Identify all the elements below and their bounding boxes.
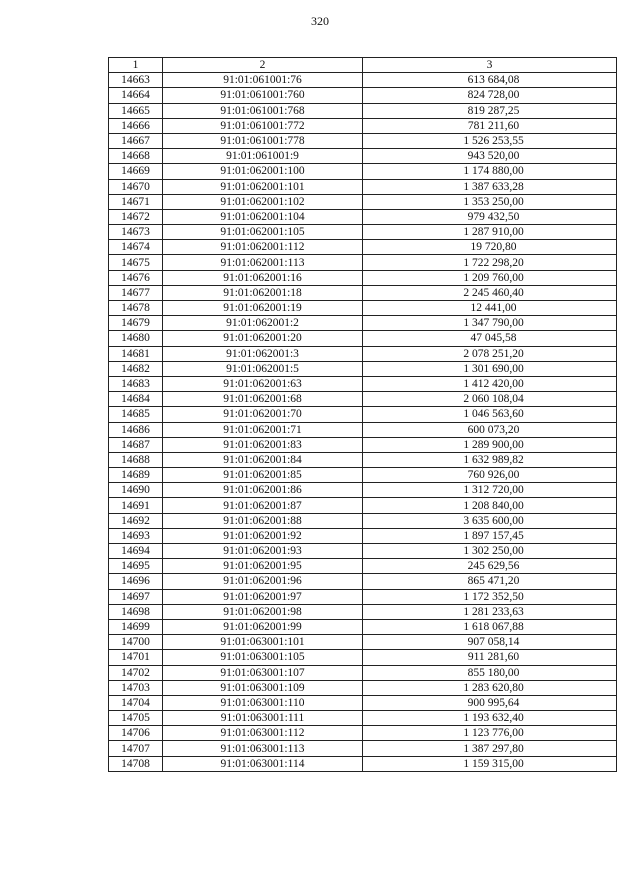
table-row	[109, 376, 617, 391]
cadastral-number-cell: 91:01:063001:112	[163, 726, 363, 741]
value-cell	[363, 726, 617, 741]
row-number-cell: 14681	[109, 346, 163, 361]
cadastral-number-cell: 91:01:062001:113	[163, 255, 363, 270]
value-cell	[363, 225, 617, 240]
value-text: 1 347 790,00	[463, 317, 524, 330]
table-row	[109, 133, 617, 148]
value-cell	[363, 316, 617, 331]
cadastral-number-cell: 91:01:061001:9	[163, 149, 363, 164]
value-cell	[363, 285, 617, 300]
value-text: 855 180,00	[467, 666, 520, 679]
table-row	[109, 483, 617, 498]
value-cell	[363, 133, 617, 148]
table-row	[109, 452, 617, 467]
value-text: 12 441,00	[470, 302, 517, 315]
cadastral-number-cell: 91:01:061001:768	[163, 103, 363, 118]
row-number-cell: 14690	[109, 483, 163, 498]
row-number-cell: 14705	[109, 711, 163, 726]
cadastral-number-cell: 91:01:062001:100	[163, 164, 363, 179]
cadastral-number-cell: 91:01:062001:63	[163, 376, 363, 391]
table-row	[109, 468, 617, 483]
value-cell	[363, 680, 617, 695]
table-row	[109, 665, 617, 680]
value-cell	[363, 695, 617, 710]
row-number-cell: 14682	[109, 361, 163, 376]
value-text: 943 520,00	[467, 150, 520, 163]
value-text: 2 245 460,40	[463, 286, 524, 299]
cadastral-number-cell: 91:01:063001:111	[163, 711, 363, 726]
cadastral-number-cell: 91:01:062001:2	[163, 316, 363, 331]
value-cell	[363, 164, 617, 179]
table-row	[109, 270, 617, 285]
table-row	[109, 103, 617, 118]
table-body	[109, 73, 617, 772]
value-text: 1 174 880,00	[463, 165, 524, 178]
cadastral-number-cell: 91:01:062001:19	[163, 301, 363, 316]
value-text: 1 387 297,80	[463, 742, 524, 755]
value-text: 613 684,08	[467, 74, 520, 87]
cadastral-number-cell: 91:01:063001:109	[163, 680, 363, 695]
value-cell	[363, 270, 617, 285]
row-number-cell: 14707	[109, 741, 163, 756]
value-text: 1 632 989,82	[463, 453, 524, 466]
row-number-cell: 14687	[109, 437, 163, 452]
cadastral-number-cell: 91:01:062001:87	[163, 498, 363, 513]
cadastral-number-cell: 91:01:063001:105	[163, 650, 363, 665]
row-number-cell: 14697	[109, 589, 163, 604]
value-cell	[363, 331, 617, 346]
table-row	[109, 225, 617, 240]
value-text: 1 209 760,00	[463, 271, 524, 284]
value-cell	[363, 240, 617, 255]
row-number-cell: 14663	[109, 73, 163, 88]
value-text: 1 353 250,00	[463, 195, 524, 208]
row-number-cell: 14677	[109, 285, 163, 300]
cadastral-number-cell: 91:01:062001:96	[163, 574, 363, 589]
cadastral-number-cell: 91:01:061001:760	[163, 88, 363, 103]
cadastral-number-cell: 91:01:062001:93	[163, 544, 363, 559]
row-number-cell: 14702	[109, 665, 163, 680]
value-cell	[363, 149, 617, 164]
row-number-cell: 14667	[109, 133, 163, 148]
cadastral-table	[108, 57, 617, 772]
row-number-cell: 14692	[109, 513, 163, 528]
table-row	[109, 604, 617, 619]
table-row	[109, 695, 617, 710]
row-number-cell: 14695	[109, 559, 163, 574]
row-number-cell: 14696	[109, 574, 163, 589]
table-row	[109, 422, 617, 437]
value-cell	[363, 73, 617, 88]
row-number-cell: 14668	[109, 149, 163, 164]
table-row	[109, 164, 617, 179]
cadastral-number-cell: 91:01:062001:68	[163, 392, 363, 407]
cadastral-number-cell: 91:01:063001:114	[163, 756, 363, 771]
value-cell	[363, 544, 617, 559]
row-number-cell: 14708	[109, 756, 163, 771]
cadastral-number-cell: 91:01:062001:83	[163, 437, 363, 452]
table-row	[109, 179, 617, 194]
cadastral-number-cell: 91:01:062001:85	[163, 468, 363, 483]
row-number-cell: 14683	[109, 376, 163, 391]
row-number-cell: 14671	[109, 194, 163, 209]
row-number-cell: 14693	[109, 528, 163, 543]
table-row	[109, 726, 617, 741]
row-number-cell: 14665	[109, 103, 163, 118]
value-cell	[363, 346, 617, 361]
cadastral-number-cell: 91:01:062001:86	[163, 483, 363, 498]
cadastral-number-cell: 91:01:062001:95	[163, 559, 363, 574]
table-header-row	[109, 58, 617, 73]
value-cell	[363, 88, 617, 103]
table-row	[109, 240, 617, 255]
table-row	[109, 635, 617, 650]
cadastral-number-cell: 91:01:063001:113	[163, 741, 363, 756]
cadastral-number-cell: 91:01:062001:102	[163, 194, 363, 209]
value-text: 2 060 108,04	[463, 393, 524, 406]
value-cell	[363, 361, 617, 376]
value-cell	[363, 392, 617, 407]
cadastral-number-cell: 91:01:063001:107	[163, 665, 363, 680]
row-number-cell: 14698	[109, 604, 163, 619]
table-row	[109, 574, 617, 589]
value-text: 865 471,20	[467, 575, 520, 588]
table-row	[109, 88, 617, 103]
value-cell	[363, 452, 617, 467]
value-cell	[363, 118, 617, 133]
table-row	[109, 619, 617, 634]
value-text: 600 073,20	[467, 423, 520, 436]
value-text: 1 301 690,00	[463, 362, 524, 375]
value-cell	[363, 650, 617, 665]
table-row	[109, 392, 617, 407]
value-cell	[363, 635, 617, 650]
value-cell	[363, 498, 617, 513]
value-text: 1 281 233,63	[463, 605, 524, 618]
row-number-cell: 14694	[109, 544, 163, 559]
cadastral-number-cell: 91:01:062001:92	[163, 528, 363, 543]
value-cell	[363, 741, 617, 756]
value-text: 1 618 067,88	[463, 621, 524, 634]
value-text: 1 387 633,28	[463, 180, 524, 193]
value-text: 979 432,50	[467, 210, 520, 223]
cadastral-number-cell: 91:01:061001:76	[163, 73, 363, 88]
value-text: 1 289 900,00	[463, 438, 524, 451]
table-row	[109, 316, 617, 331]
row-number-cell: 14666	[109, 118, 163, 133]
row-number-cell: 14678	[109, 301, 163, 316]
value-text: 760 926,00	[467, 469, 520, 482]
row-number-cell: 14664	[109, 88, 163, 103]
cadastral-number-cell: 91:01:062001:3	[163, 346, 363, 361]
table-row	[109, 331, 617, 346]
table-row	[109, 209, 617, 224]
value-cell	[363, 528, 617, 543]
table-row	[109, 528, 617, 543]
table-row	[109, 498, 617, 513]
cadastral-number-cell: 91:01:061001:778	[163, 133, 363, 148]
value-text: 781 211,60	[467, 119, 520, 132]
value-text: 1 123 776,00	[463, 727, 524, 740]
value-cell	[363, 437, 617, 452]
table-row	[109, 255, 617, 270]
row-number-cell: 14676	[109, 270, 163, 285]
row-number-cell: 14700	[109, 635, 163, 650]
table-row	[109, 589, 617, 604]
row-number-cell: 14684	[109, 392, 163, 407]
value-text: 1 526 253,55	[463, 135, 524, 148]
value-cell	[363, 179, 617, 194]
cadastral-number-cell: 91:01:062001:105	[163, 225, 363, 240]
row-number-cell: 14686	[109, 422, 163, 437]
row-number-cell: 14679	[109, 316, 163, 331]
cadastral-number-cell: 91:01:062001:18	[163, 285, 363, 300]
value-cell	[363, 376, 617, 391]
table-row	[109, 301, 617, 316]
value-text: 1 287 910,00	[463, 226, 524, 239]
value-text: 1 302 250,00	[463, 545, 524, 558]
cadastral-number-cell: 91:01:062001:84	[163, 452, 363, 467]
value-text: 3 635 600,00	[463, 514, 524, 527]
table-row	[109, 285, 617, 300]
value-text: 1 312 720,00	[463, 484, 524, 497]
table-row	[109, 361, 617, 376]
cadastral-number-cell: 91:01:062001:16	[163, 270, 363, 285]
cadastral-number-cell: 91:01:063001:110	[163, 695, 363, 710]
table-row	[109, 194, 617, 209]
value-cell	[363, 103, 617, 118]
cadastral-number-cell: 91:01:062001:88	[163, 513, 363, 528]
value-cell	[363, 301, 617, 316]
value-cell	[363, 468, 617, 483]
cadastral-number-cell: 91:01:062001:71	[163, 422, 363, 437]
value-text: 2 078 251,20	[463, 347, 524, 360]
value-cell	[363, 422, 617, 437]
value-text: 1 897 157,45	[463, 529, 524, 542]
value-text: 47 045,58	[470, 332, 517, 345]
value-cell	[363, 574, 617, 589]
cadastral-number-cell: 91:01:062001:112	[163, 240, 363, 255]
value-cell	[363, 589, 617, 604]
value-cell	[363, 619, 617, 634]
row-number-cell: 14669	[109, 164, 163, 179]
table-row	[109, 544, 617, 559]
table-row	[109, 756, 617, 771]
cadastral-number-cell: 91:01:062001:97	[163, 589, 363, 604]
table-row	[109, 437, 617, 452]
column-header-3: 3	[363, 58, 617, 73]
table-row	[109, 513, 617, 528]
row-number-cell: 14673	[109, 225, 163, 240]
table-row	[109, 73, 617, 88]
cadastral-number-cell: 91:01:062001:104	[163, 209, 363, 224]
row-number-cell: 14699	[109, 619, 163, 634]
row-number-cell: 14670	[109, 179, 163, 194]
value-cell	[363, 209, 617, 224]
table-row	[109, 118, 617, 133]
row-number-cell: 14675	[109, 255, 163, 270]
row-number-cell: 14701	[109, 650, 163, 665]
value-cell	[363, 756, 617, 771]
table-row	[109, 346, 617, 361]
value-text: 911 281,60	[467, 651, 520, 664]
row-number-cell: 14689	[109, 468, 163, 483]
cadastral-number-cell: 91:01:062001:70	[163, 407, 363, 422]
cadastral-number-cell: 91:01:062001:98	[163, 604, 363, 619]
cadastral-number-cell: 91:01:062001:20	[163, 331, 363, 346]
table-row	[109, 559, 617, 574]
value-cell	[363, 665, 617, 680]
value-text: 1 412 420,00	[463, 378, 524, 391]
value-text: 245 629,56	[467, 560, 520, 573]
table-row	[109, 741, 617, 756]
value-cell	[363, 711, 617, 726]
value-text: 1 193 632,40	[463, 712, 524, 725]
table-row	[109, 407, 617, 422]
table-row	[109, 680, 617, 695]
table-row	[109, 650, 617, 665]
cadastral-number-cell: 91:01:061001:772	[163, 118, 363, 133]
cadastral-number-cell: 91:01:062001:101	[163, 179, 363, 194]
row-number-cell: 14685	[109, 407, 163, 422]
value-text: 1 208 840,00	[463, 499, 524, 512]
value-cell	[363, 483, 617, 498]
row-number-cell: 14672	[109, 209, 163, 224]
value-text: 824 728,00	[467, 89, 520, 102]
value-text: 1 283 620,80	[463, 681, 524, 694]
row-number-cell: 14706	[109, 726, 163, 741]
cadastral-number-cell: 91:01:062001:99	[163, 619, 363, 634]
value-text: 19 720,80	[470, 241, 517, 254]
table-row	[109, 711, 617, 726]
row-number-cell: 14691	[109, 498, 163, 513]
value-cell	[363, 407, 617, 422]
page-number: 320	[311, 14, 329, 28]
cadastral-number-cell: 91:01:063001:101	[163, 635, 363, 650]
value-text: 819 287,25	[467, 104, 520, 117]
cadastral-number-cell: 91:01:062001:5	[163, 361, 363, 376]
value-cell	[363, 255, 617, 270]
row-number-cell: 14674	[109, 240, 163, 255]
value-text: 907 058,14	[467, 636, 520, 649]
table-row	[109, 149, 617, 164]
value-cell	[363, 513, 617, 528]
value-cell	[363, 559, 617, 574]
value-cell	[363, 604, 617, 619]
row-number-cell: 14688	[109, 452, 163, 467]
column-header-1: 1	[109, 58, 163, 73]
column-header-2: 2	[163, 58, 363, 73]
value-cell	[363, 194, 617, 209]
value-text: 1 722 298,20	[463, 256, 524, 269]
row-number-cell: 14680	[109, 331, 163, 346]
value-text: 900 995,64	[467, 696, 520, 709]
value-text: 1 046 563,60	[463, 408, 524, 421]
row-number-cell: 14704	[109, 695, 163, 710]
value-text: 1 172 352,50	[463, 590, 524, 603]
row-number-cell: 14703	[109, 680, 163, 695]
value-text: 1 159 315,00	[463, 757, 524, 770]
